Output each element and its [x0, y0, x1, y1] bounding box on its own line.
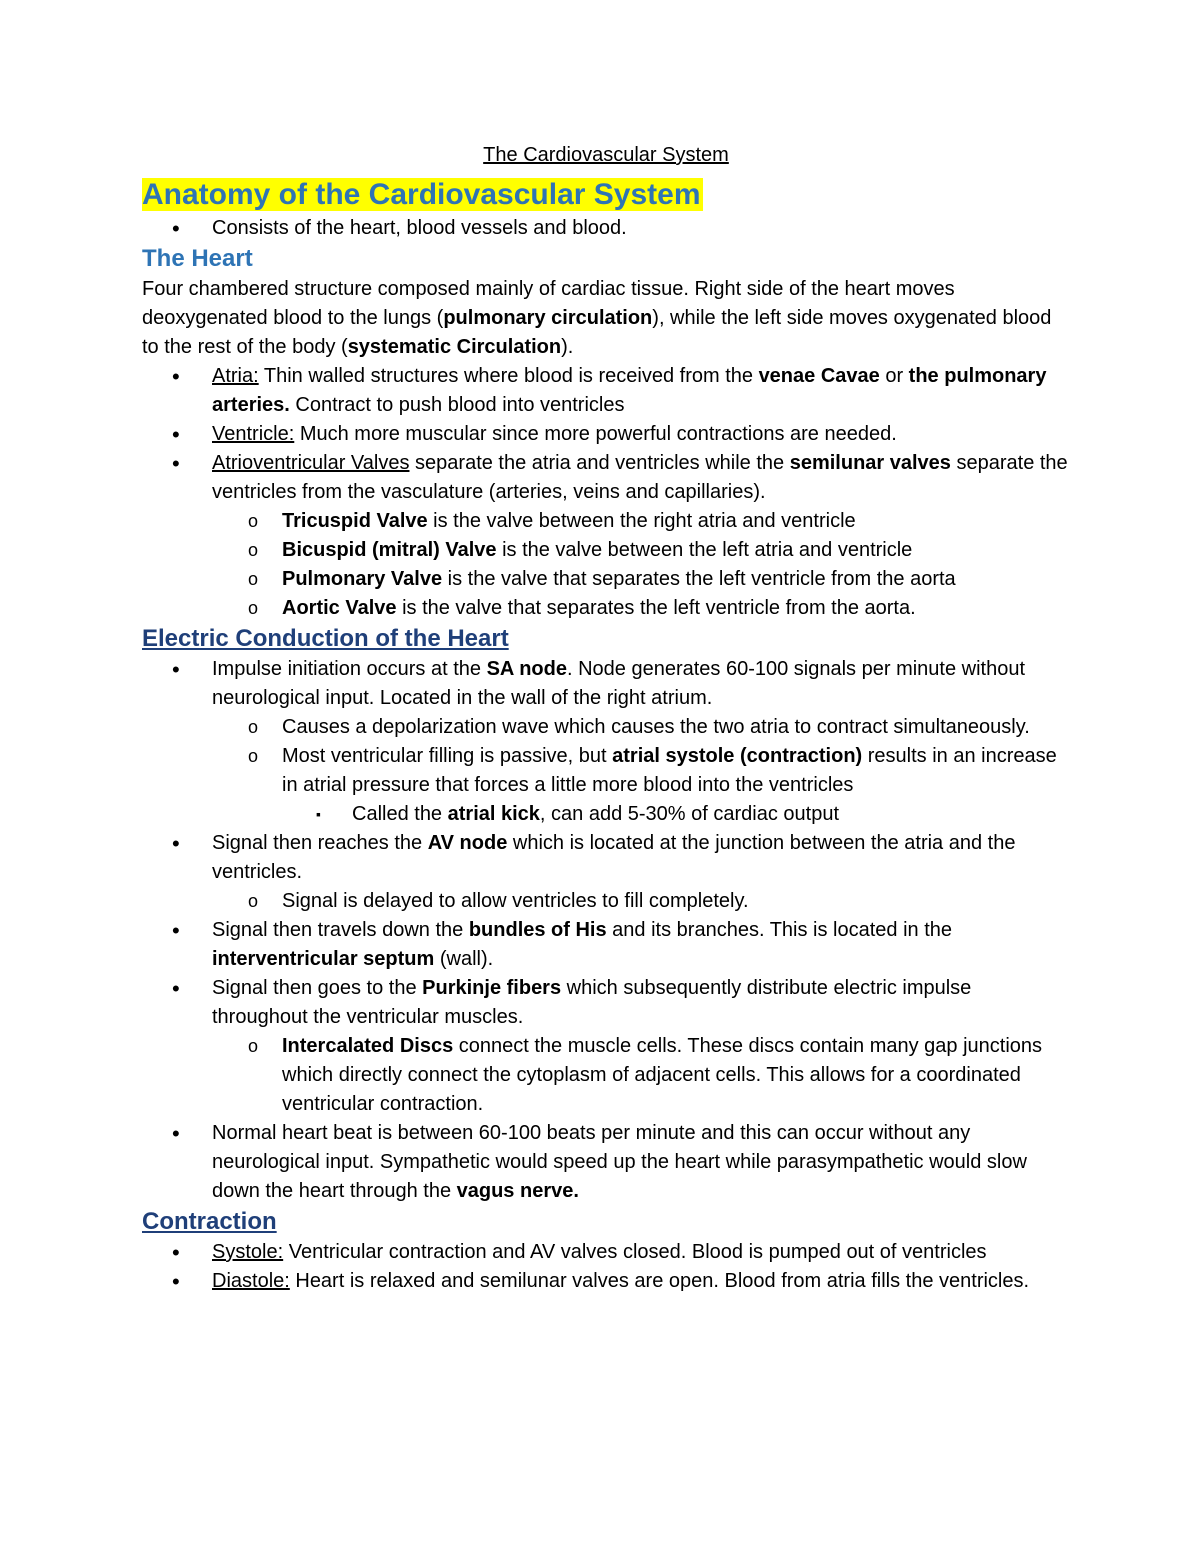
heading-electric-conduction: Electric Conduction of the Heart — [142, 625, 509, 652]
list-item-pulmonary: o Pulmonary Valve is the valve that separates the left ventricle from the aorta — [212, 565, 1070, 594]
list-item: o Most ventricular filling is passive, but atrial systole (contraction) results in an increase in atrial pressure that forces a little more blood into the ventricles ▪ Called the atrial kick, can add 5-30% of cardiac output — [212, 742, 1070, 829]
heading-anatomy-text: Anatomy of the Cardiovascular System — [142, 178, 701, 211]
list-item-tricuspid: o Tricuspid Valve is the valve between the right atria and ventricle — [212, 507, 1070, 536]
sa-sublist — [212, 713, 1070, 829]
anatomy-list — [142, 214, 1070, 243]
document-title: The Cardiovascular System — [483, 144, 729, 166]
list-item-diastole: • Diastole: Heart is relaxed and semilunar valves are open. Blood from atria fills the ventricles. — [142, 1267, 1070, 1296]
conduction-list — [142, 655, 1070, 1206]
list-item-purkinje: • Signal then goes to the Purkinje fibers which subsequently distribute electric impulse throughout the ventricular muscles. o Intercalated Discs connect the muscle cells. These discs contain many gap junctions which directly connect the cytoplasm of adjacent cells. This allows for a coordinated ventricular contraction. — [142, 974, 1070, 1119]
list-item-heart-beat: • Normal heart beat is between 60-100 beats per minute and this can occur without any neurological input. Sympathetic would speed up the heart while parasympathetic would slow down the heart through the vagus nerve. — [142, 1119, 1070, 1206]
list-item: o Signal is delayed to allow ventricles to fill completely. — [212, 887, 1070, 916]
list-item-atria: • Atria: Thin walled structures where blood is received from the venae Cavae or the pulmonary arteries. Contract to push blood into ventricles — [142, 362, 1070, 420]
list-item: o Intercalated Discs connect the muscle cells. These discs contain many gap junctions which directly connect the cytoplasm of adjacent cells. This allows for a coordinated ventricular contraction. — [212, 1032, 1070, 1119]
contraction-list — [142, 1238, 1070, 1296]
heading-the-heart: The Heart — [142, 245, 253, 272]
av-sublist — [212, 887, 1070, 916]
list-item-sa-node: • Impulse initiation occurs at the SA node. Node generates 60-100 signals per minute without neurological input. Located in the wall of the right atrium. o Causes a depolarization wave which causes the two atria to contract simultaneously. o Most ventricular filling is passive, but atrial systole (contraction) results in an increase in atrial pressure that forces a little more blood into the ventricles ▪ Called the atrial kick, can add 5-30% of cardiac output — [142, 655, 1070, 829]
list-item-ventricle: • Ventricle: Much more muscular since more powerful contractions are needed. — [142, 420, 1070, 449]
heart-paragraph: Four chambered structure composed mainly of cardiac tissue. Right side of the heart moves deoxygenated blood to the lungs (pulmonary circulation), while the left side moves oxygenated blood to the rest of the body (systematic Circulation). — [142, 278, 1052, 358]
heart-list — [142, 362, 1070, 623]
list-item: • Consists of the heart, blood vessels and blood. — [142, 214, 1070, 243]
heading-anatomy — [142, 176, 1070, 214]
list-item: o Causes a depolarization wave which causes the two atria to contract simultaneously. — [212, 713, 1070, 742]
list-item-av-valves: • Atrioventricular Valves separate the atria and ventricles while the semilunar valves separate the ventricles from the vasculature (arteries, veins and capillaries). o Tricuspid Valve is the valve between the right atria and ventricle o Bicuspid (mitral) Valve is the valve between the left atria and ventricle o Pulmonary Valve is the valve that separates the left ventricle from the aorta o Aortic Valve is the valve that separates the left ventricle from the aorta. — [142, 449, 1070, 623]
list-item-bicuspid: o Bicuspid (mitral) Valve is the valve between the left atria and ventricle — [212, 536, 1070, 565]
heading-contraction: Contraction — [142, 1208, 277, 1235]
list-item-systole: • Systole: Ventricular contraction and AV valves closed. Blood is pumped out of ventricles — [142, 1238, 1070, 1267]
list-item-aortic: o Aortic Valve is the valve that separates the left ventricle from the aorta. — [212, 594, 1070, 623]
list-item: ▪ Called the atrial kick, can add 5-30% of cardiac output — [282, 800, 1070, 829]
purkinje-sublist — [212, 1032, 1070, 1119]
list-item-av-node: • Signal then reaches the AV node which is located at the junction between the atria and the ventricles. o Signal is delayed to allow ventricles to fill completely. — [142, 829, 1070, 916]
list-item-bundles-of-his: • Signal then travels down the bundles of His and its branches. This is located in the interventricular septum (wall). — [142, 916, 1070, 974]
valve-sublist — [212, 507, 1070, 623]
atrial-kick-sublist — [282, 800, 1070, 829]
